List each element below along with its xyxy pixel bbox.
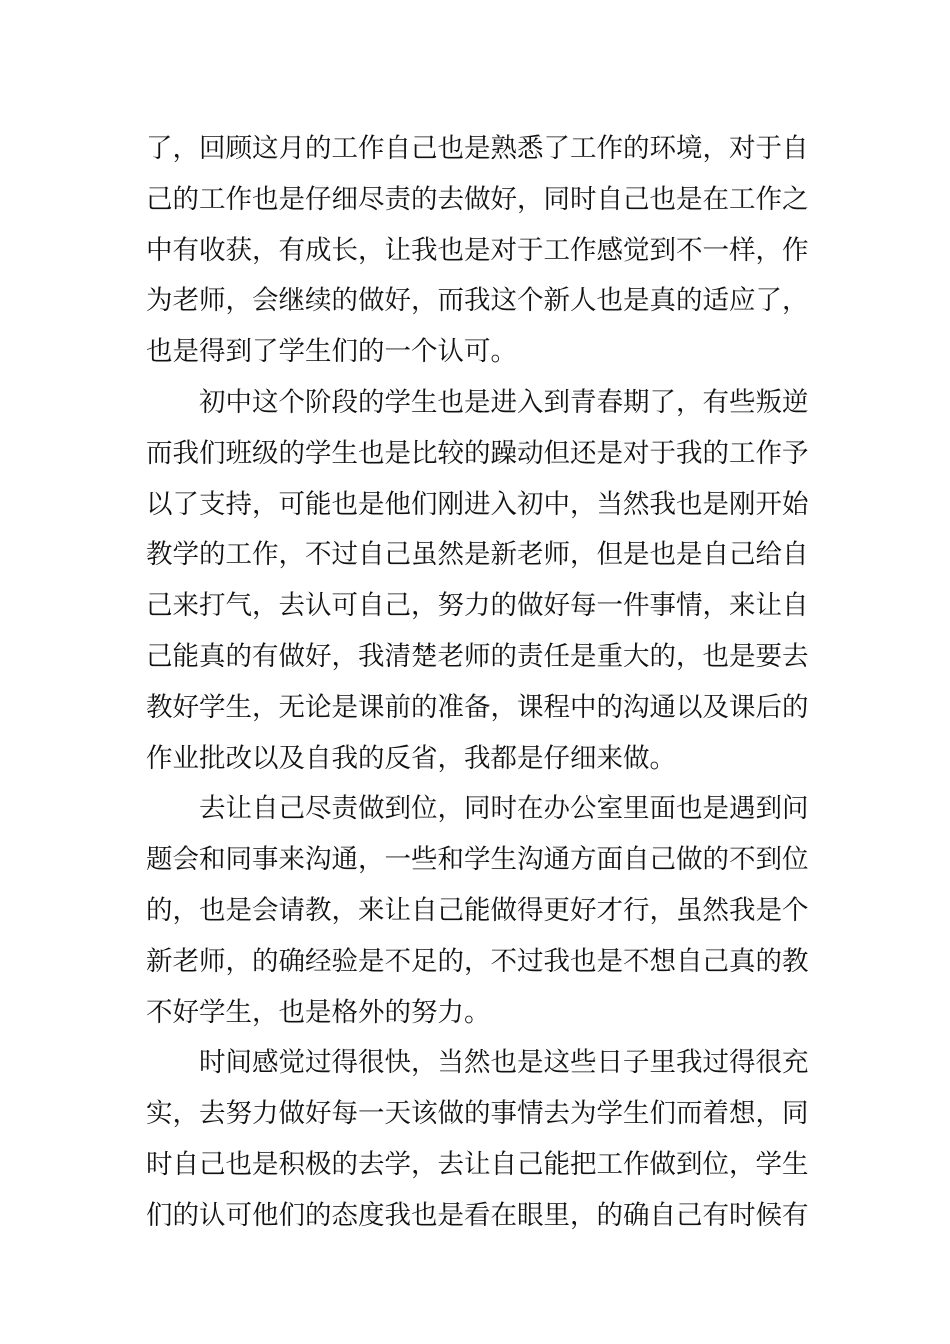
text-line: 作业批改以及自我的反省，我都是仔细来做。 (146, 742, 676, 774)
text-line: 不好学生，也是格外的努力。 (146, 996, 491, 1028)
text-line: 去让自己尽责做到位，同时在办公室里面也是遇到问 (199, 793, 809, 825)
text-line: 时自己也是积极的去学，去让自己能把工作做到位，学生 (146, 1148, 809, 1180)
text-line: 也是得到了学生们的一个认可。 (146, 336, 517, 368)
text-line: 初中这个阶段的学生也是进入到青春期了，有些叛逆 (199, 386, 809, 418)
text-line: 教学的工作，不过自己虽然是新老师，但是也是自己给自 (146, 539, 809, 571)
text-line: 中有收获，有成长，让我也是对于工作感觉到不一样，作 (146, 234, 809, 266)
text-line: 们的认可他们的态度我也是看在眼里，的确自己有时候有 (146, 1199, 809, 1231)
text-line: 的，也是会请教，来让自己能做得更好才行，虽然我是个 (146, 894, 809, 926)
text-line: 实，去努力做好每一天该做的事情去为学生们而着想，同 (146, 1098, 809, 1130)
text-line: 己的工作也是仔细尽责的去做好，同时自己也是在工作之 (146, 183, 809, 215)
text-line: 新老师，的确经验是不足的，不过我也是不想自己真的教 (146, 945, 809, 977)
text-line: 教好学生，无论是课前的准备，课程中的沟通以及课后的 (146, 691, 809, 723)
text-line: 为老师，会继续的做好，而我这个新人也是真的适应了， (146, 285, 809, 317)
text-line: 题会和同事来沟通，一些和学生沟通方面自己做的不到位 (146, 844, 809, 876)
document-body (146, 124, 809, 1242)
text-line: 而我们班级的学生也是比较的躁动但还是对于我的工作予 (146, 437, 809, 469)
text-line: 以了支持，可能也是他们刚进入初中，当然我也是刚开始 (146, 488, 809, 520)
text-line: 了，回顾这月的工作自己也是熟悉了工作的环境，对于自 (146, 133, 809, 164)
text-line: 时间感觉过得很快，当然也是这些日子里我过得很充 (199, 1047, 809, 1079)
text-line: 己能真的有做好，我清楚老师的责任是重大的，也是要去 (146, 640, 809, 672)
text-line: 己来打气，去认可自己，努力的做好每一件事情，来让自 (146, 590, 809, 622)
